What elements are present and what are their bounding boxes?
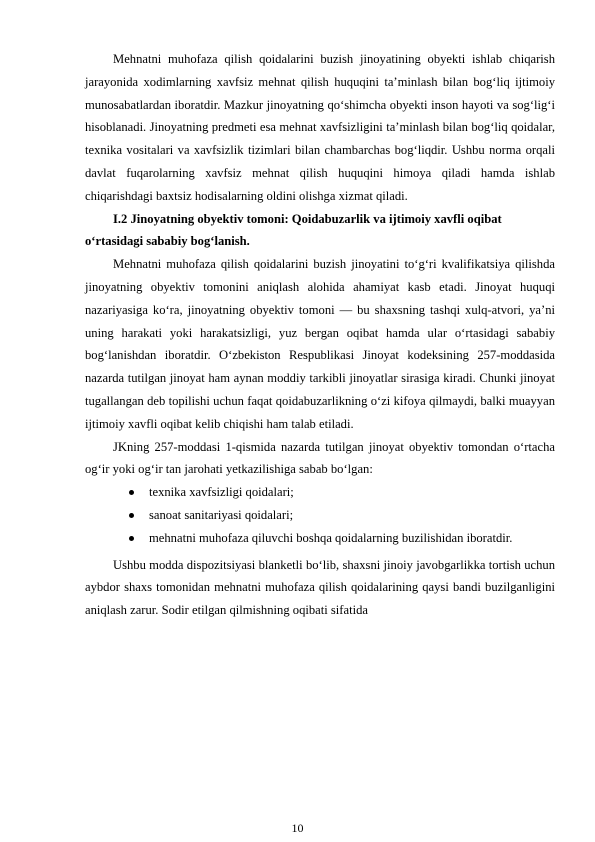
paragraph-disposition: Ushbu modda dispozitsiyasi blanketli bo‘lib, shaxsni jinoiy javobgarlikka tortish uchun aybdor shaxs tomonidan mehnatni muhofaza qilish qoidalarining qaysi bandi buzilganligini aniqlash zarur. Sodir etilgan qilmishning oqibati sifatida <box>85 557 555 618</box>
list-item-text: mehnatni muhofaza qiluvchi boshqa qoidalarning buzilishidan iboratdir. <box>149 530 513 545</box>
list-item-text: sanoat sanitariyasi qoidalari; <box>149 507 294 522</box>
bullet-icon <box>129 513 134 518</box>
paragraph-intro: Mehnatni muhofaza qilish qoidalarini buzish jinoyatining obyekti ishlab chiqarish jarayonida xodimlarning xavfsiz mehnat qilish huquqini ta’minlash bilan bog‘liq ijtimoiy munosabatlardan iboratdir. Mazkur jinoyatning qo‘shimcha obyekti inson hayoti va sog‘lig‘i hisoblanadi. Jinoyatning predmeti esa mehnat xavfsizligini ta’minlash bilan bog‘liq qoidalar, texnika vositalari va xavfsizlik tizimlari bilan chambarchas bog‘liqdir. Ushbu norma orqali davlat fuqarolarning xavfsiz mehnat qilish huquqini himoya qiladi hamda ishlab chiqarishdagi baxtsiz hodisalarning oldini olishga xizmat qiladi. <box>85 52 555 203</box>
paragraph-objective-side: Mehnatni muhofaza qilish qoidalarini buzish jinoyatini to‘g‘ri kvalifikatsiya qilishda jinoyatning obyektiv tomonini aniqlash alohida ahamiyat kasb etadi. Jinoyat huquqi nazariyasiga ko‘ra, jinoyatning obyektiv tomoni — bu shaxsning tashqi xulq-atvori, ya’ni uning harakati yoki harakatsizligi, yuz bergan oqibat hamda ular o‘rtasidagi sababiy bog‘lanishdan iboratdir. O‘zbekiston Respublikasi Jinoyat kodeksining 257-moddasida nazarda tutilgan jinoyat ham aynan moddiy tarkibli jinoyatlar sirasiga kiradi. Chunki jinoyat tugallangan deb topilishi uchun faqat qoidabuzarlikning o‘zi kifoya qilmaydi, balki muayyan ijtimoiy xavfli oqibat kelib chiqishi ham talab etiladi. <box>85 257 555 431</box>
bullet-icon <box>129 490 134 495</box>
paragraph-article-257: JKning 257-moddasi 1-qismida nazarda tutilgan jinoyat obyektiv tomondan o‘rtacha og‘ir yoki og‘ir tan jarohati yetkazilishiga sabab bo‘lgan: <box>85 439 555 477</box>
list-item <box>85 481 555 504</box>
document-page <box>85 48 555 622</box>
bullet-icon <box>129 536 134 541</box>
rules-list-wrapper <box>85 481 555 549</box>
list-item <box>85 504 555 527</box>
list-item <box>85 527 555 550</box>
section-heading-continuation: o‘rtasidagi sababiy bog‘lanish. <box>85 234 250 249</box>
rules-list <box>85 481 555 549</box>
section-heading: I.2 Jinoyatning obyektiv tomoni: Qoidabuzarlik va ijtimoiy xavfli oqibat <box>113 211 502 226</box>
list-item-text: texnika xavfsizligi qoidalari; <box>149 485 294 500</box>
page-number: 10 <box>291 821 304 835</box>
